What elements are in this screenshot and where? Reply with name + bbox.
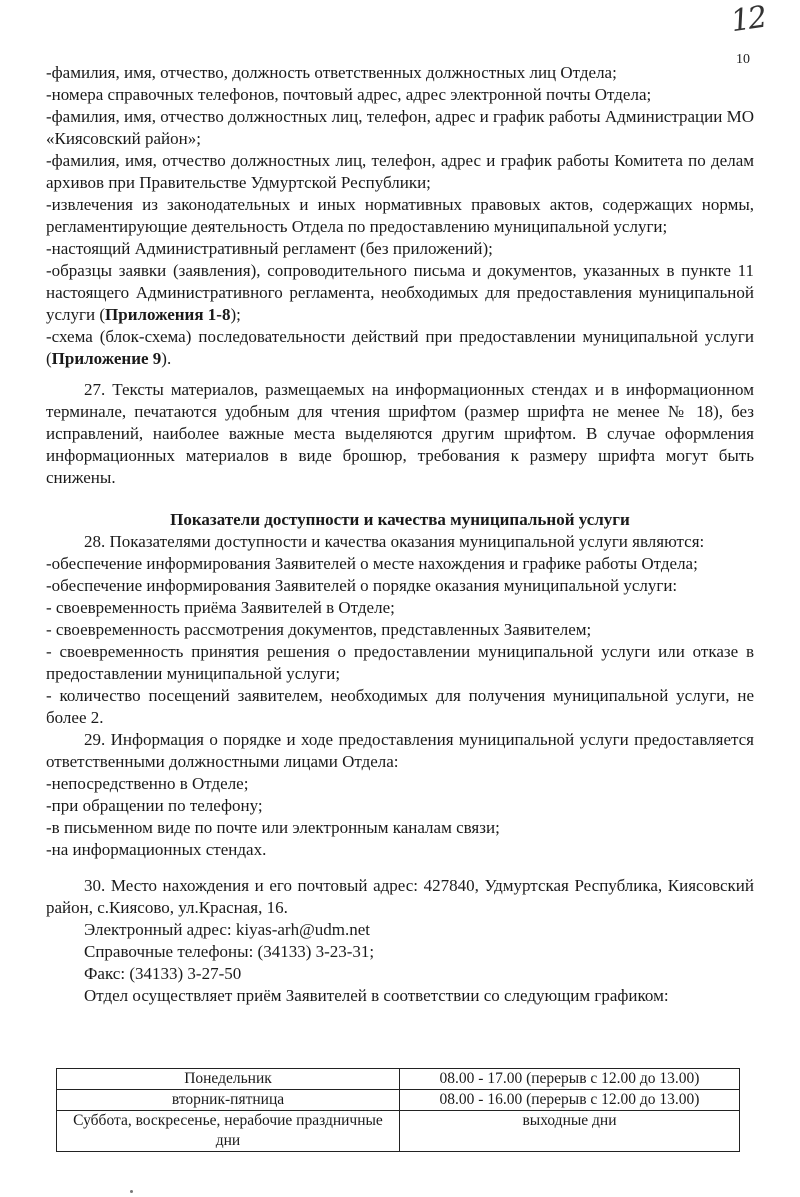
list-item: -непосредственно в Отделе; xyxy=(46,774,249,793)
scan-speck xyxy=(130,1190,133,1193)
list-item: -извлечения из законодательных и иных нормативных правовых актов, содержащих нормы, регламентирующие деятельность Отдела по предоставлению муниципальной услуги; xyxy=(46,195,754,236)
paragraph-28: 28. Показателями доступности и качества оказания муниципальной услуги являются: xyxy=(84,532,705,551)
paragraph-30: 30. Место нахождения и его почтовый адрес: 427840, Удмуртская Республика, Киясовский район, с.Киясово, ул.Красная, 16. xyxy=(46,876,754,917)
table-row xyxy=(57,1069,740,1090)
phones-line: Справочные телефоны: (34133) 3-23-31; xyxy=(84,942,375,961)
paragraph-27: 27. Тексты материалов, размещаемых на информационных стендах и в информационном терминале, печатаются удобным для чтения шрифтом (размер шрифта не менее № 18), без исправлений, наиболее важные места выделяются другим шрифтом. В случае оформления информационных материалов в виде брошюр, требования к размеру шрифта могут быть снижены. xyxy=(46,380,754,487)
list-item-text: -образцы заявки (заявления), сопроводительного письма и документов, указанных в пункте 11 настоящего Административного регламента, необходимых для предоставления муниципальной услуги ( xyxy=(46,261,754,324)
appendix-reference: Приложение 9 xyxy=(51,349,162,368)
table-row xyxy=(57,1111,740,1152)
fax-line: Факс: (34133) 3-27-50 xyxy=(84,964,242,983)
list-item: - своевременность приёма Заявителей в Отделе; xyxy=(46,598,395,617)
page-number: 10 xyxy=(736,52,750,67)
list-item-end: ). xyxy=(161,349,172,368)
schedule-hours: выходные дни xyxy=(400,1111,740,1152)
list-item: -в письменном виде по почте или электронным каналам связи; xyxy=(46,818,500,837)
list-item: - количество посещений заявителем, необходимых для получения муниципальной услуги, не более 2. xyxy=(46,686,754,727)
appendix-reference: Приложения 1-8 xyxy=(105,305,231,324)
list-item-scheme xyxy=(46,326,754,370)
list-item-text: -схема (блок-схема) последовательности действий при предоставлении муниципальной услуги ( xyxy=(46,327,754,368)
schedule-day: вторник-пятница xyxy=(57,1090,400,1111)
list-item: -обеспечение информирования Заявителей о месте нахождения и графике работы Отдела; xyxy=(46,554,698,573)
document-body xyxy=(46,62,754,1007)
schedule-table xyxy=(56,1068,740,1152)
list-item: - своевременность рассмотрения документов, представленных Заявителем; xyxy=(46,620,592,639)
schedule-day: Понедельник xyxy=(57,1069,400,1090)
list-item: -номера справочных телефонов, почтовый адрес, адрес электронной почты Отдела; xyxy=(46,85,652,104)
list-item: - своевременность принятия решения о предоставлении муниципальной услуги или отказе в предоставлении муниципальной услуги; xyxy=(46,642,754,683)
table-row xyxy=(57,1090,740,1111)
handwritten-page-number: 12 xyxy=(728,0,768,40)
paragraph-29: 29. Информация о порядке и ходе предоставления муниципальной услуги предоставляется ответственными должностными лицами Отдела: xyxy=(46,730,754,771)
email-line: Электронный адрес: kiyas-arh@udm.net xyxy=(84,920,370,939)
schedule-hours: 08.00 - 16.00 (перерыв с 12.00 до 13.00) xyxy=(400,1090,740,1111)
list-item-appendices xyxy=(46,260,754,326)
schedule-day: Суббота, воскресенье, нерабочие праздничные дни xyxy=(57,1111,400,1152)
list-item: -фамилия, имя, отчество должностных лиц, телефон, адрес и график работы Администрации МО «Киясовский район»; xyxy=(46,107,754,148)
list-item: -при обращении по телефону; xyxy=(46,796,263,815)
schedule-intro: Отдел осуществляет приём Заявителей в соответствии со следующим графиком: xyxy=(84,986,669,1005)
list-item-end: ); xyxy=(230,305,241,324)
list-item: -обеспечение информирования Заявителей о порядке оказания муниципальной услуги: xyxy=(46,576,678,595)
list-item: -настоящий Административный регламент (без приложений); xyxy=(46,239,493,258)
schedule-hours: 08.00 - 17.00 (перерыв с 12.00 до 13.00) xyxy=(400,1069,740,1090)
list-item: -на информационных стендах. xyxy=(46,840,267,859)
list-item: -фамилия, имя, отчество, должность ответственных должностных лиц Отдела; xyxy=(46,63,617,82)
section-heading: Показатели доступности и качества муниципальной услуги xyxy=(170,510,630,529)
list-item: -фамилия, имя, отчество должностных лиц, телефон, адрес и график работы Комитета по делам архивов при Правительстве Удмуртской Республики; xyxy=(46,151,754,192)
